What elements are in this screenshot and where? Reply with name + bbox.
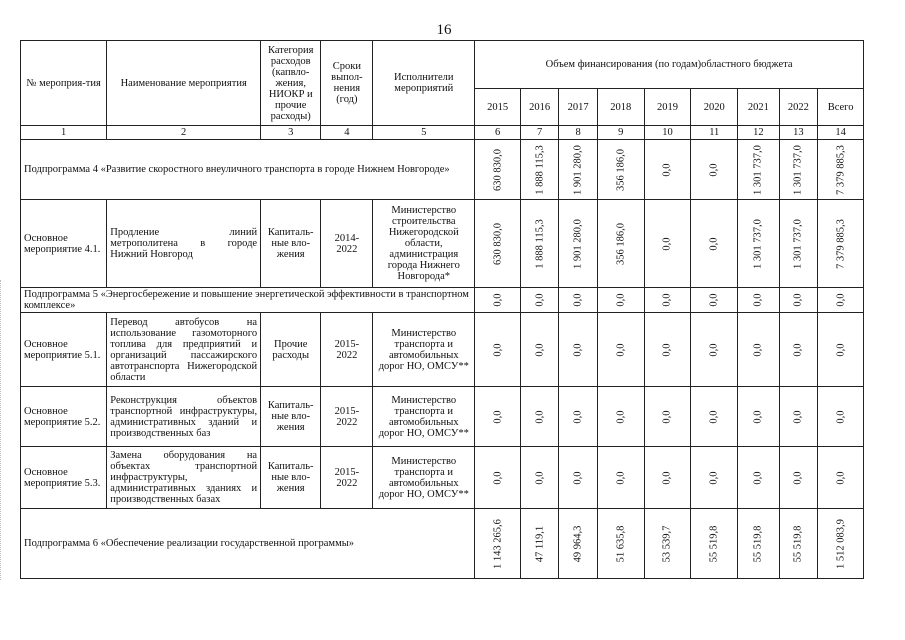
activity-category: Капиталь-ные вло-жения	[261, 200, 321, 288]
value-cell: 1 888 115,3	[520, 140, 558, 200]
column-number: 3	[261, 126, 321, 140]
funding-table	[20, 40, 864, 579]
value-cell: 1 301 737,0	[738, 140, 780, 200]
value-cell: 0,0	[559, 447, 597, 509]
table-row	[21, 200, 864, 288]
table-row	[21, 313, 864, 387]
column-numbers-row	[21, 126, 864, 140]
activity-terms: 2015-2022	[321, 447, 373, 509]
subprogram-title: Подпрограмма 6 «Обеспечение реализации государственной программы»	[21, 509, 475, 579]
activity-name: Реконструкция объектов транспортной инфраструктуры, административных зданий и производственных баз	[107, 387, 261, 447]
header-year: 2021	[738, 89, 780, 126]
value-cell: 47 119,1	[520, 509, 558, 579]
subprogram-title: Подпрограмма 4 «Развитие скоростного внеуличного транспорта в городе Нижнем Новгороде»	[21, 140, 475, 200]
scan-edge-marks	[0, 280, 3, 580]
value-cell: 356 186,0	[597, 200, 644, 288]
value-cell: 0,0	[559, 313, 597, 387]
value-cell: 55 519,8	[738, 509, 780, 579]
value-cell: 1 301 737,0	[738, 200, 780, 288]
value-cell: 0,0	[644, 288, 691, 313]
value-cell: 0,0	[475, 387, 521, 447]
activity-executors: Министерство транспорта и автомобильных дорог НО, ОМСУ**	[373, 313, 475, 387]
table-row	[21, 140, 864, 200]
header-year: 2017	[559, 89, 597, 126]
value-cell: 51 635,8	[597, 509, 644, 579]
header-name: Наименование мероприятия	[107, 41, 261, 126]
header-category: Категория расходов (капвло-жения, НИОКР и прочие расходы)	[261, 41, 321, 126]
value-cell: 630 830,0	[475, 140, 521, 200]
table-row	[21, 509, 864, 579]
value-cell-total: 1 512 083,9	[818, 509, 864, 579]
value-cell-total: 0,0	[818, 447, 864, 509]
value-cell: 0,0	[597, 288, 644, 313]
value-cell: 0,0	[779, 313, 817, 387]
value-cell: 0,0	[644, 313, 691, 387]
activity-number: Основное мероприятие 4.1.	[21, 200, 107, 288]
value-cell: 1 901 280,0	[559, 140, 597, 200]
value-cell: 1 301 737,0	[779, 200, 817, 288]
value-cell: 0,0	[738, 288, 780, 313]
value-cell: 0,0	[597, 313, 644, 387]
value-cell: 0,0	[779, 447, 817, 509]
value-cell: 0,0	[691, 387, 738, 447]
subprogram-title: Подпрограмма 5 «Энергосбережение и повышение энергетической эффективности в транспортном комплексе»	[21, 288, 475, 313]
activity-category: Капиталь-ные вло-жения	[261, 447, 321, 509]
column-number: 10	[644, 126, 691, 140]
header-year-total: Всего	[818, 89, 864, 126]
column-number: 7	[520, 126, 558, 140]
value-cell: 0,0	[779, 387, 817, 447]
column-number: 9	[597, 126, 644, 140]
value-cell: 0,0	[520, 387, 558, 447]
column-number: 5	[373, 126, 475, 140]
activity-category: Капиталь-ные вло-жения	[261, 387, 321, 447]
table-row	[21, 447, 864, 509]
header-num: № мероприя-тия	[21, 41, 107, 126]
page-number: 16	[436, 22, 452, 38]
column-number: 13	[779, 126, 817, 140]
value-cell: 0,0	[644, 200, 691, 288]
activity-terms: 2015-2022	[321, 387, 373, 447]
header-year: 2019	[644, 89, 691, 126]
value-cell: 0,0	[475, 288, 521, 313]
value-cell: 55 519,8	[691, 509, 738, 579]
value-cell: 1 888 115,3	[520, 200, 558, 288]
column-number: 14	[818, 126, 864, 140]
value-cell: 1 143 265,6	[475, 509, 521, 579]
column-number: 4	[321, 126, 373, 140]
value-cell: 0,0	[691, 313, 738, 387]
header-year: 2022	[779, 89, 817, 126]
column-number: 1	[21, 126, 107, 140]
header-year: 2020	[691, 89, 738, 126]
activity-terms: 2015-2022	[321, 313, 373, 387]
activity-terms: 2014-2022	[321, 200, 373, 288]
value-cell: 0,0	[559, 288, 597, 313]
value-cell-total: 7 379 885,3	[818, 140, 864, 200]
value-cell-total: 0,0	[818, 313, 864, 387]
value-cell: 0,0	[738, 313, 780, 387]
value-cell: 0,0	[644, 387, 691, 447]
value-cell: 630 830,0	[475, 200, 521, 288]
value-cell: 0,0	[691, 288, 738, 313]
table-row	[21, 288, 864, 313]
value-cell: 0,0	[520, 447, 558, 509]
value-cell: 0,0	[597, 447, 644, 509]
value-cell: 0,0	[738, 447, 780, 509]
activity-number: Основное мероприятие 5.3.	[21, 447, 107, 509]
value-cell: 0,0	[779, 288, 817, 313]
value-cell: 0,0	[691, 140, 738, 200]
header-executors: Исполнители мероприятий	[373, 41, 475, 126]
column-number: 12	[738, 126, 780, 140]
value-cell: 0,0	[520, 313, 558, 387]
value-cell-total: 7 379 885,3	[818, 200, 864, 288]
value-cell-total: 0,0	[818, 387, 864, 447]
column-number: 8	[559, 126, 597, 140]
value-cell: 0,0	[559, 387, 597, 447]
activity-name: Перевод автобусов на использование газомоторного топлива для предприятий и организаций пассажирского автотранспорта Нижегородской области	[107, 313, 261, 387]
value-cell: 0,0	[738, 387, 780, 447]
value-cell: 49 964,3	[559, 509, 597, 579]
activity-name: Продление линий метрополитена в городе Нижний Новгород	[107, 200, 261, 288]
value-cell: 0,0	[644, 447, 691, 509]
activity-executors: Министерство строительства Нижегородской области, администрация города Нижнего Новгорода*	[373, 200, 475, 288]
activity-executors: Министерство транспорта и автомобильных дорог НО, ОМСУ**	[373, 447, 475, 509]
header-year: 2015	[475, 89, 521, 126]
column-number: 2	[107, 126, 261, 140]
activity-category: Прочие расходы	[261, 313, 321, 387]
value-cell: 1 901 280,0	[559, 200, 597, 288]
value-cell: 356 186,0	[597, 140, 644, 200]
activity-number: Основное мероприятие 5.1.	[21, 313, 107, 387]
header-funding: Объем финансирования (по годам)областного бюджета	[475, 41, 864, 89]
table-body	[21, 41, 864, 579]
value-cell: 0,0	[644, 140, 691, 200]
column-number: 6	[475, 126, 521, 140]
activity-number: Основное мероприятие 5.2.	[21, 387, 107, 447]
value-cell: 55 519,8	[779, 509, 817, 579]
activity-executors: Министерство транспорта и автомобильных дорог НО, ОМСУ**	[373, 387, 475, 447]
value-cell: 0,0	[691, 447, 738, 509]
value-cell: 0,0	[475, 447, 521, 509]
value-cell-total: 0,0	[818, 288, 864, 313]
activity-name: Замена оборудования на объектах транспортной инфраструктуры, административных зданиях и производственных базах	[107, 447, 261, 509]
header-terms: Сроки выпол-нения (год)	[321, 41, 373, 126]
header-year: 2016	[520, 89, 558, 126]
value-cell: 0,0	[597, 387, 644, 447]
value-cell: 0,0	[520, 288, 558, 313]
table-row	[21, 387, 864, 447]
header-year: 2018	[597, 89, 644, 126]
value-cell: 53 539,7	[644, 509, 691, 579]
value-cell: 0,0	[691, 200, 738, 288]
value-cell: 0,0	[475, 313, 521, 387]
value-cell: 1 301 737,0	[779, 140, 817, 200]
column-number: 11	[691, 126, 738, 140]
